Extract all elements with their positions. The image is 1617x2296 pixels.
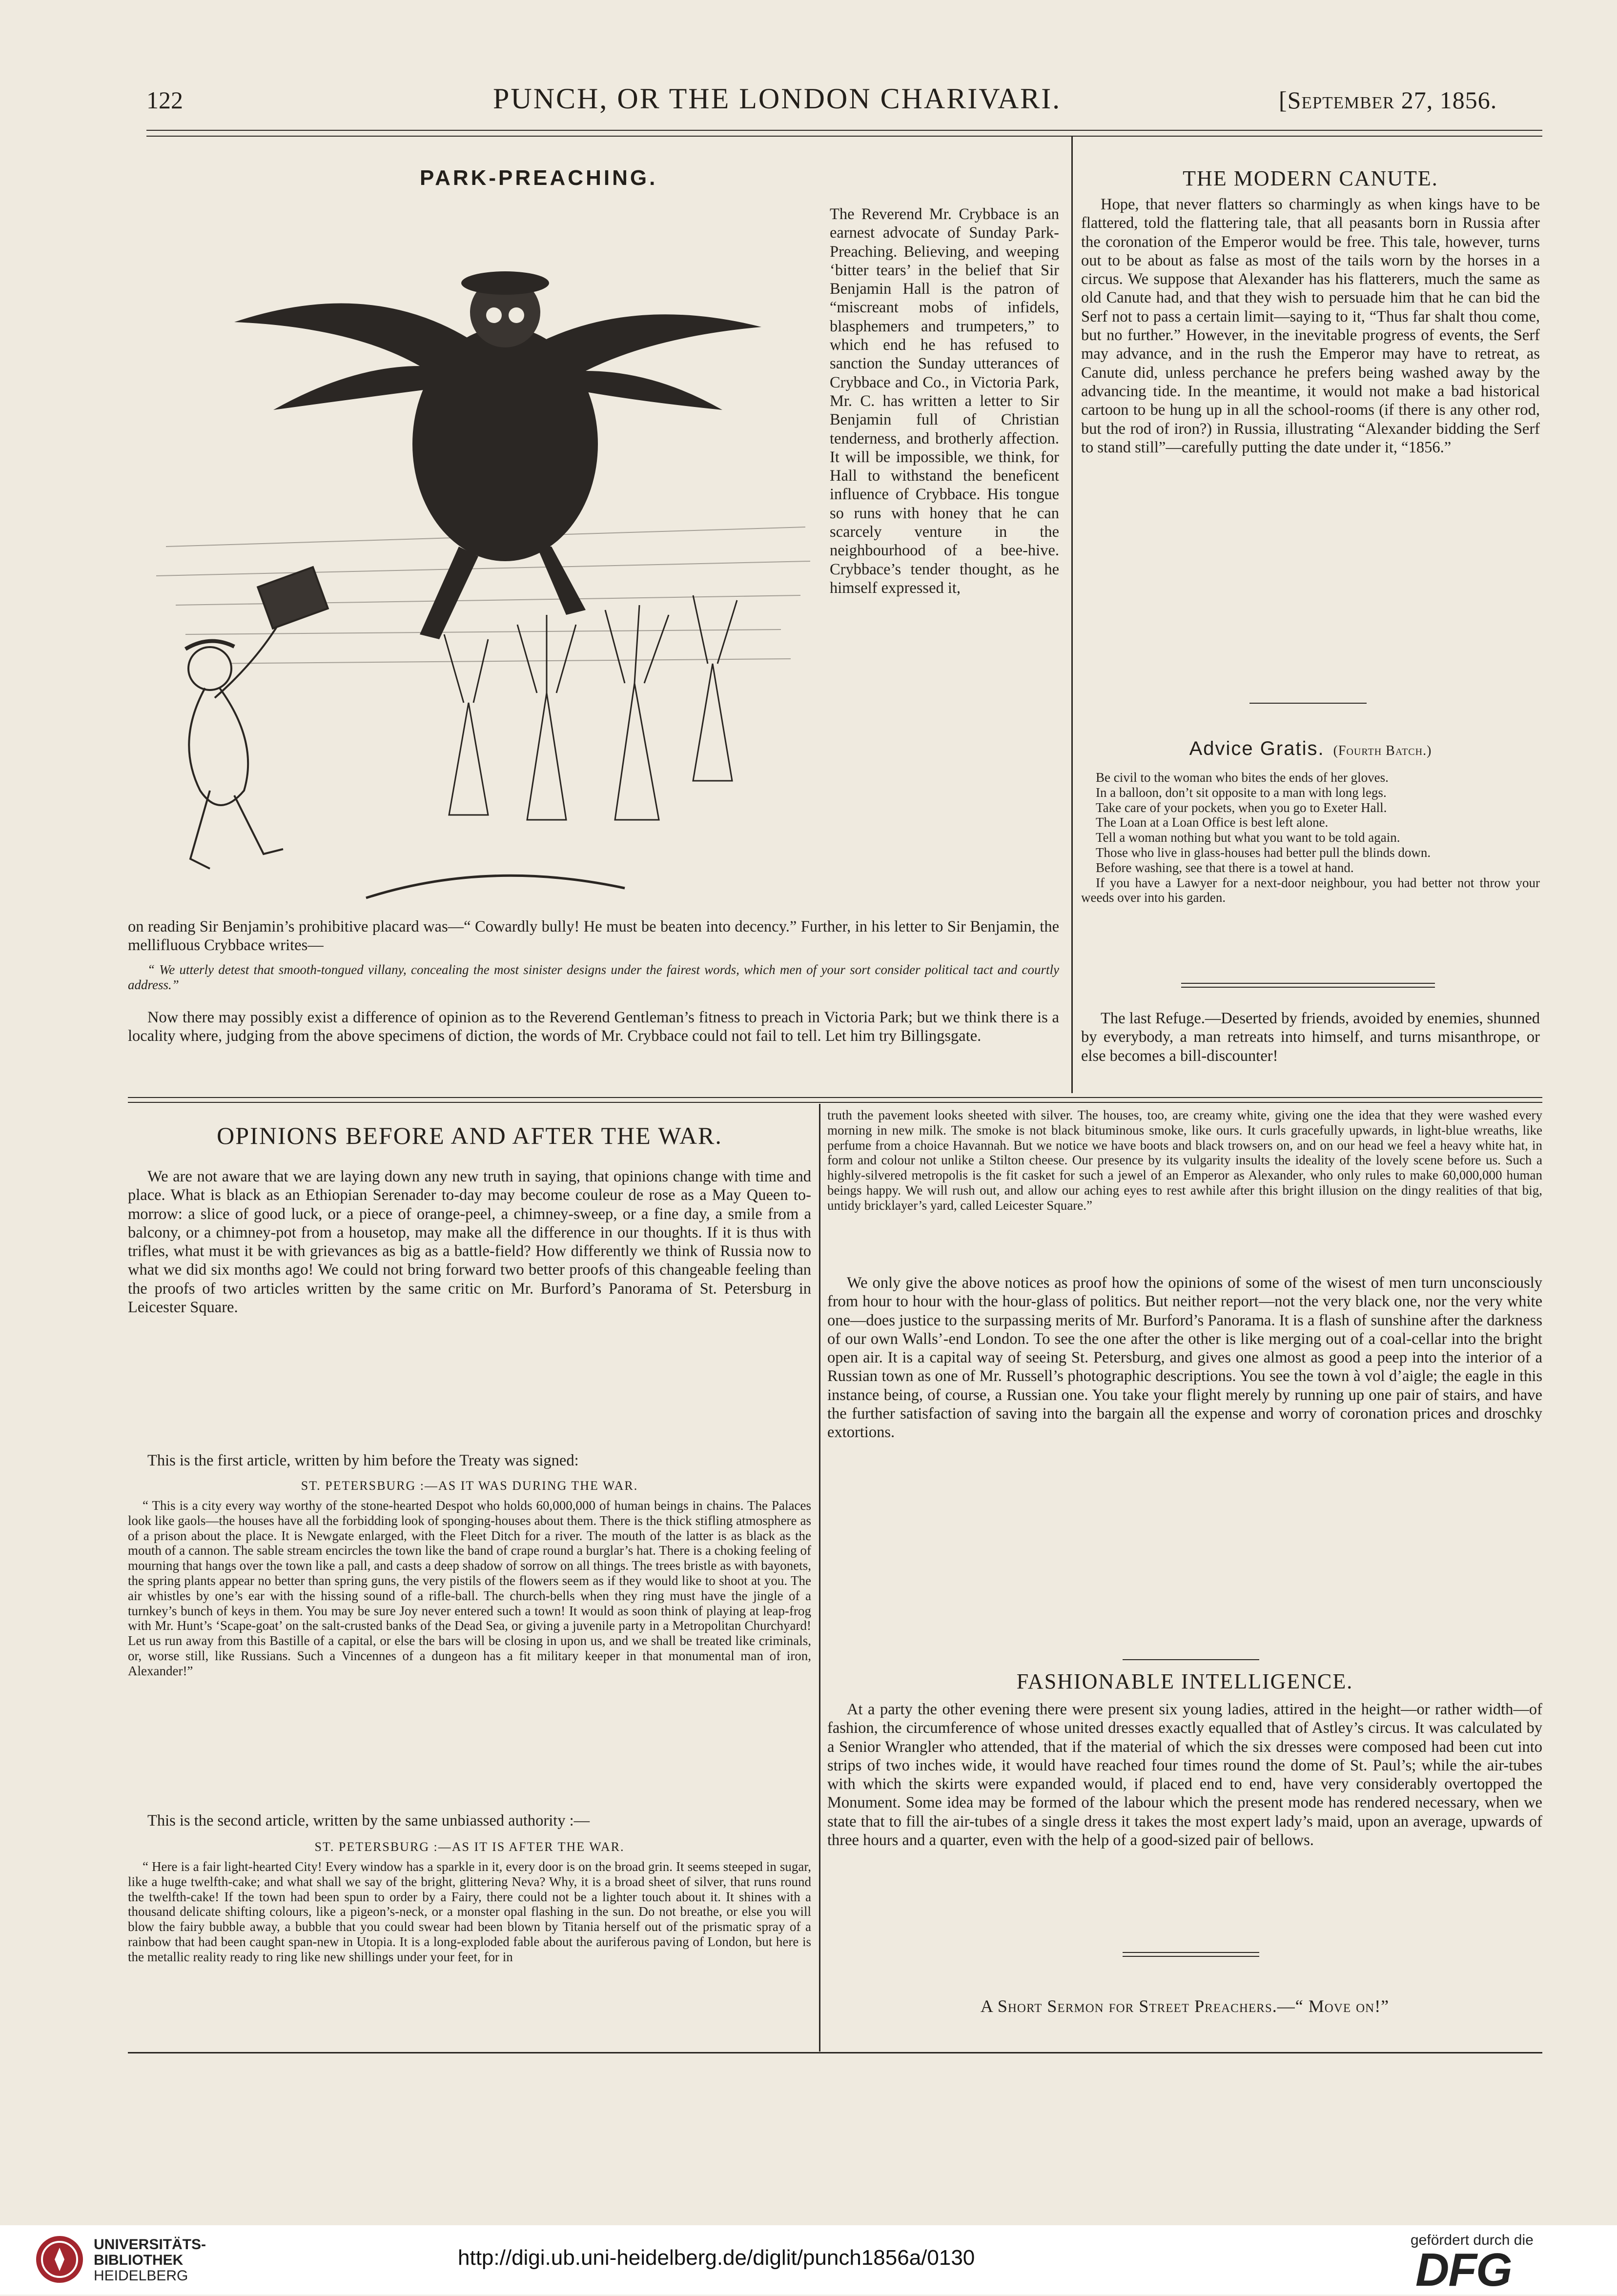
advice-item: If you have a Lawyer for a next-door neighbour, you had better not throw your weeds over into his garden. (1081, 875, 1540, 905)
bottom-rule (128, 2052, 1542, 2053)
opinions-second-intro: This is the second article, written by the same unbiassed authority :— (147, 1812, 590, 1829)
section-rule (1249, 703, 1367, 704)
park-preaching-title: PARK-PREACHING. (420, 166, 658, 190)
first-article-quote: “ This is a city every way worthy of the stone-hearted Despot who holds 60,000,000 of human beings in chains. The Palaces look like gaols—the houses have all the forbidding look of sponging-houses about them. There is the thick stifling atmosphere as of a prison about the place. It is Newgate enlarged, with the Fleet Ditch for a river. The mouth of the latter is as black as the mouth of a cannon. The sable stream encircles the town like the band of crape round a burglar’s hat. There is a choking feeling of mourning that hangs over the town like a pall, and casts a deep shadow of sorrow on all things. The trees bristle as with bayonets, the spring plants appear no better than spring guns, the very pistils of the flowers seem as if they would like to shoot at you. The air whistles by one’s ear with the hissing sound of a rifle-ball. The church-bells when they ring must have the jingle of a turnkey’s bunch of keys in them. You may be sure Joy never entered such a town! It would as soon think of playing at leap-frog with Mr. Hunt’s ‘Scape-goat’ on the salt-crusted banks of the Dead Sea, or giving a juvenile party in a Metropolitan Churchyard! Let us run away from this Bastille of a capital, or else the bars will be closing in upon us, and we shall be treated like criminals, or, worse still, like Russians. Such a Vincennes of a dungeon has a fit military keeper in that monumental man of iron, Alexander!” (128, 1498, 811, 1678)
advice-subtitle: (Fourth Batch.) (1333, 743, 1432, 758)
advice-item: Before washing, see that there is a towel at hand. (1096, 860, 1354, 875)
page-number: 122 (146, 86, 183, 114)
library-name (94, 2237, 206, 2284)
advice-heading (1081, 738, 1540, 760)
park-preaching-wrapped-text: The Reverend Mr. Crybbace is an earnest advocate of Sunday Park-Preaching. Believing, and weeping ‘bitter tears’ in the belief that Sir Benjamin Hall is the patron of “miscreant mobs of infidels, blasphemers and trumpeters,” to which end he has refused to sanction the Sunday utterances of Crybbace and Co., in Victoria Park, Mr. C. has written a letter to Sir Benjamin full of Christian tenderness, and brotherly affection. It will be impossible, we think, for Hall to withstand the beneficent influence of Crybbace. His tongue so runs with honey that he can scarcely venture in the neighbourhood of a bee-hive. Crybbace’s tender thought, as he himself expressed it, (830, 205, 1059, 597)
source-url-link[interactable]: http://digi.ub.uni-heidelberg.de/diglit/punch1856a/0130 (458, 2246, 975, 2270)
issue-date: [September 27, 1856. (1279, 86, 1497, 114)
advice-item: Tell a woman nothing but what you want to be told again. (1096, 830, 1400, 845)
cartoon-illustration (146, 205, 820, 917)
advice-list (1081, 770, 1540, 905)
last-refuge-text: The last Refuge.—Deserted by friends, avoided by enemies, shunned by everybody, a man retreats into himself, and turns misanthrope, or else becomes a bill-discounter! (1081, 1010, 1540, 1065)
section-rule (1123, 1659, 1259, 1660)
opinions-closing: We only give the above notices as proof how the opinions of some of the wisest of men turn unconsciously from hour to hour with the hour-glass of politics. But neither report—not the very black one, nor the very white one—does justice to the surpassing merits of Mr. Burford’s Panorama. It is a flash of sunshine after the darkness of our own Walls’-end London. To see the one after the other is like merging out of a coal-cellar into the bright open air. It is a capital way of seeing St. Petersburg, and gives one almost as good a peep into the interior of a Russian town as one of Mr. Russell’s photographic descriptions. You see the town à vol d’aigle; the eagle in this instance being, of course, a Russian one. You take your flight merely by running up one pair of stairs, and have the further satisfaction of saving into the bargain all the expense and worry of coronation prices and droschky extortions. (827, 1274, 1542, 1442)
opinions-first-intro: This is the first article, written by him before the Treaty was signed: (147, 1452, 579, 1469)
short-sermon: A Short Sermon for Street Preachers.—“ Move on!” (980, 1996, 1390, 2016)
advice-item: The Loan at a Loan Office is best left alone. (1096, 815, 1329, 830)
advice-item: Take care of your pockets, when you go to Exeter Hall. (1096, 800, 1387, 815)
advice-item: In a balloon, don’t sit opposite to a man with long legs. (1096, 785, 1387, 800)
section-double-rule (1181, 983, 1435, 988)
second-article-quote: “ Here is a fair light-hearted City! Every window has a sparkle in it, every door is on the broad grin. It seems steeped in sugar, like a huge twelfth-cake; and what shall we say of the bright, glittering Neva? Why, it is a broad sheet of silver, that runs round the twelfth-cake! If the town had been spun to order by a Fairy, there could not be a lighter touch about it. It shines with a thousand delicate shifting colours, like a pigeon’s-neck, or a monster opal flashing in the sun. Do not breathe, or else you will blow the fairy bubble away, a bubble that you could swear had been blown by Titania herself out of the prismatic spray of a rainbow that had been caught span-new in Utopia. It is a long-exploded fable about the auriferous paving of London, but here is the metallic reality ready to ring like new shillings under your feet, for in (128, 1859, 811, 1964)
opinions-intro: We are not aware that we are laying down any new truth in saying, that opinions change with time and place. What is black as an Ethiopian Serenader to-day may become couleur de rose as a May Queen to-morrow: a slice of good luck, or a piece of orange-peel, a chimney-sweep, or a fine day, a smile from a balcony, or a chimney-pot from a housetop, may make all the difference in our thoughts. If it is thus with trifles, what must it be with grievances as big as a battle-field? How differently we think of Russia now to what we did six months ago! We could not bring forward two better proofs of this changeable feeling than the proofs of two articles written by the same critic on Mr. Burford’s Panorama of St. Petersburg in Leicester Square. (128, 1168, 811, 1317)
mid-page-rule (128, 1097, 1542, 1103)
running-title: PUNCH, OR THE LONDON CHARIVARI. (493, 82, 1062, 115)
university-seal-icon (34, 2234, 85, 2285)
second-article-quote-continued: truth the pavement looks sheeted with silver. The houses, too, are creamy white, giving one the idea that they were washed every morning in new milk. The smoke is not black bituminous smoke, like ours. It curls gracefully upwards, in light-blue wreaths, like perfume from a choice Havannah. But we notice we have boots and black trowsers on, and on our head we feel a heavy white hat, in form and colour not unlike a Stilton cheese. Our presence by its vulgarity insults the ideality of the lovely scene before us. Such a highly-silvered metropolis is the fit casket for such a jewel of an Emperor as Alexander, who only rules to make 60,000,000 human beings happy. We will rush out, and allow our aching eyes to rest awhile after this bright illusion on the dingy realities of that big, untidy bricklayer’s yard, called Leicester Square.” (827, 1108, 1542, 1213)
funded-by-label: gefördert durch die (1411, 2232, 1534, 2248)
second-article-heading: ST. PETERSBURG :—AS IT IS AFTER THE WAR. (314, 1840, 625, 1854)
column-divider (1071, 137, 1073, 1093)
section-double-rule (1123, 1952, 1259, 1957)
advice-item: Those who live in glass-houses had better pull the blinds down. (1096, 845, 1431, 860)
park-preaching-quote: “ We utterly detest that smooth-tongued villany, concealing the most sinister designs under the fairest words, which men of your sort consider political tact and courtly address.” (128, 962, 1059, 992)
digitization-footer (0, 2225, 1617, 2295)
dfg-logo: DFG (1415, 2244, 1512, 2296)
fashion-title: FASHIONABLE INTELLIGENCE. (1016, 1669, 1353, 1693)
library-line: BIBLIOTHEK (94, 2252, 184, 2268)
column-divider (819, 1104, 820, 2052)
first-article-heading: ST. PETERSBURG :—AS IT WAS DURING THE WAR. (301, 1479, 638, 1493)
park-preaching-full-text: on reading Sir Benjamin’s prohibitive placard was—“ Cowardly bully! He must be beaten into decency.” Further, in his letter to Sir Benjamin, the mellifluous Crybbace writes— (128, 918, 1059, 955)
header-rule (146, 130, 1542, 137)
library-line: HEIDELBERG (94, 2268, 188, 2284)
advice-item: Be civil to the woman who bites the ends of her gloves. (1096, 770, 1389, 785)
modern-canute-title: THE MODERN CANUTE. (1183, 166, 1438, 190)
fashion-text: At a party the other evening there were present six young ladies, attired in the height—or rather width—of fashion, the circumference of whose united dresses exactly equalled that of Astley’s circus. It was calculated by a Senior Wrangler who attended, that if the material of which the six dresses were composed had been cut into strips of two inches wide, it would have reached four times round the dome of St. Paul’s; while the air-tubes with which the skirts were expanded would, if placed end to end, have very considerably overtopped the Monument. Some idea may be formed of the labour which the present mode has rendered necessary, when we state that to fill the air-tubes of a single dress it takes the most expert lady’s maid, upon an average, upwards of three hours and a quarter, even with the help of a good-sized pair of bellows. (827, 1701, 1542, 1849)
opinions-title: OPINIONS BEFORE AND AFTER THE WAR. (217, 1122, 722, 1149)
park-preaching-conclusion: Now there may possibly exist a difference of opinion as to the Reverend Gentleman’s fitness to preach in Victoria Park; but we think there is a locality where, judging from the above specimens of diction, the words of Mr. Crybbace could not fail to tell. Let him try Billingsgate. (128, 1009, 1059, 1045)
library-line: UNIVERSITÄTS- (94, 2236, 206, 2253)
advice-title: Advice Gratis. (1189, 738, 1325, 759)
modern-canute-text: Hope, that never flatters so charmingly as when kings have to be flattered, told the flattering tale, that all peasants born in Russia after the coronation of the Emperor would be free. This tale, however, turns out to be about as false as most of the tails worn by the horses in a circus. We suppose that Alexander has his flatterers, much the same as old Canute had, and that they wish to persuade him that he can bid the Serf not to pass a certain limit—saying to it, “Thus far shalt thou come, but no further.” However, in the inevitable progress of events, the Serf may advance, and in the rush the Emperor may have to retreat, as Canute did, unless perchance he prefers being washed away by the advancing tide. In the meantime, it would not make a bad historical cartoon to be hung up in all the school-rooms (if there is any other rod, but the rod of iron?) in Russia, illustrating “Alexander bidding the Serf to stand still”—carefully putting the date under it, “1856.” (1081, 196, 1540, 456)
